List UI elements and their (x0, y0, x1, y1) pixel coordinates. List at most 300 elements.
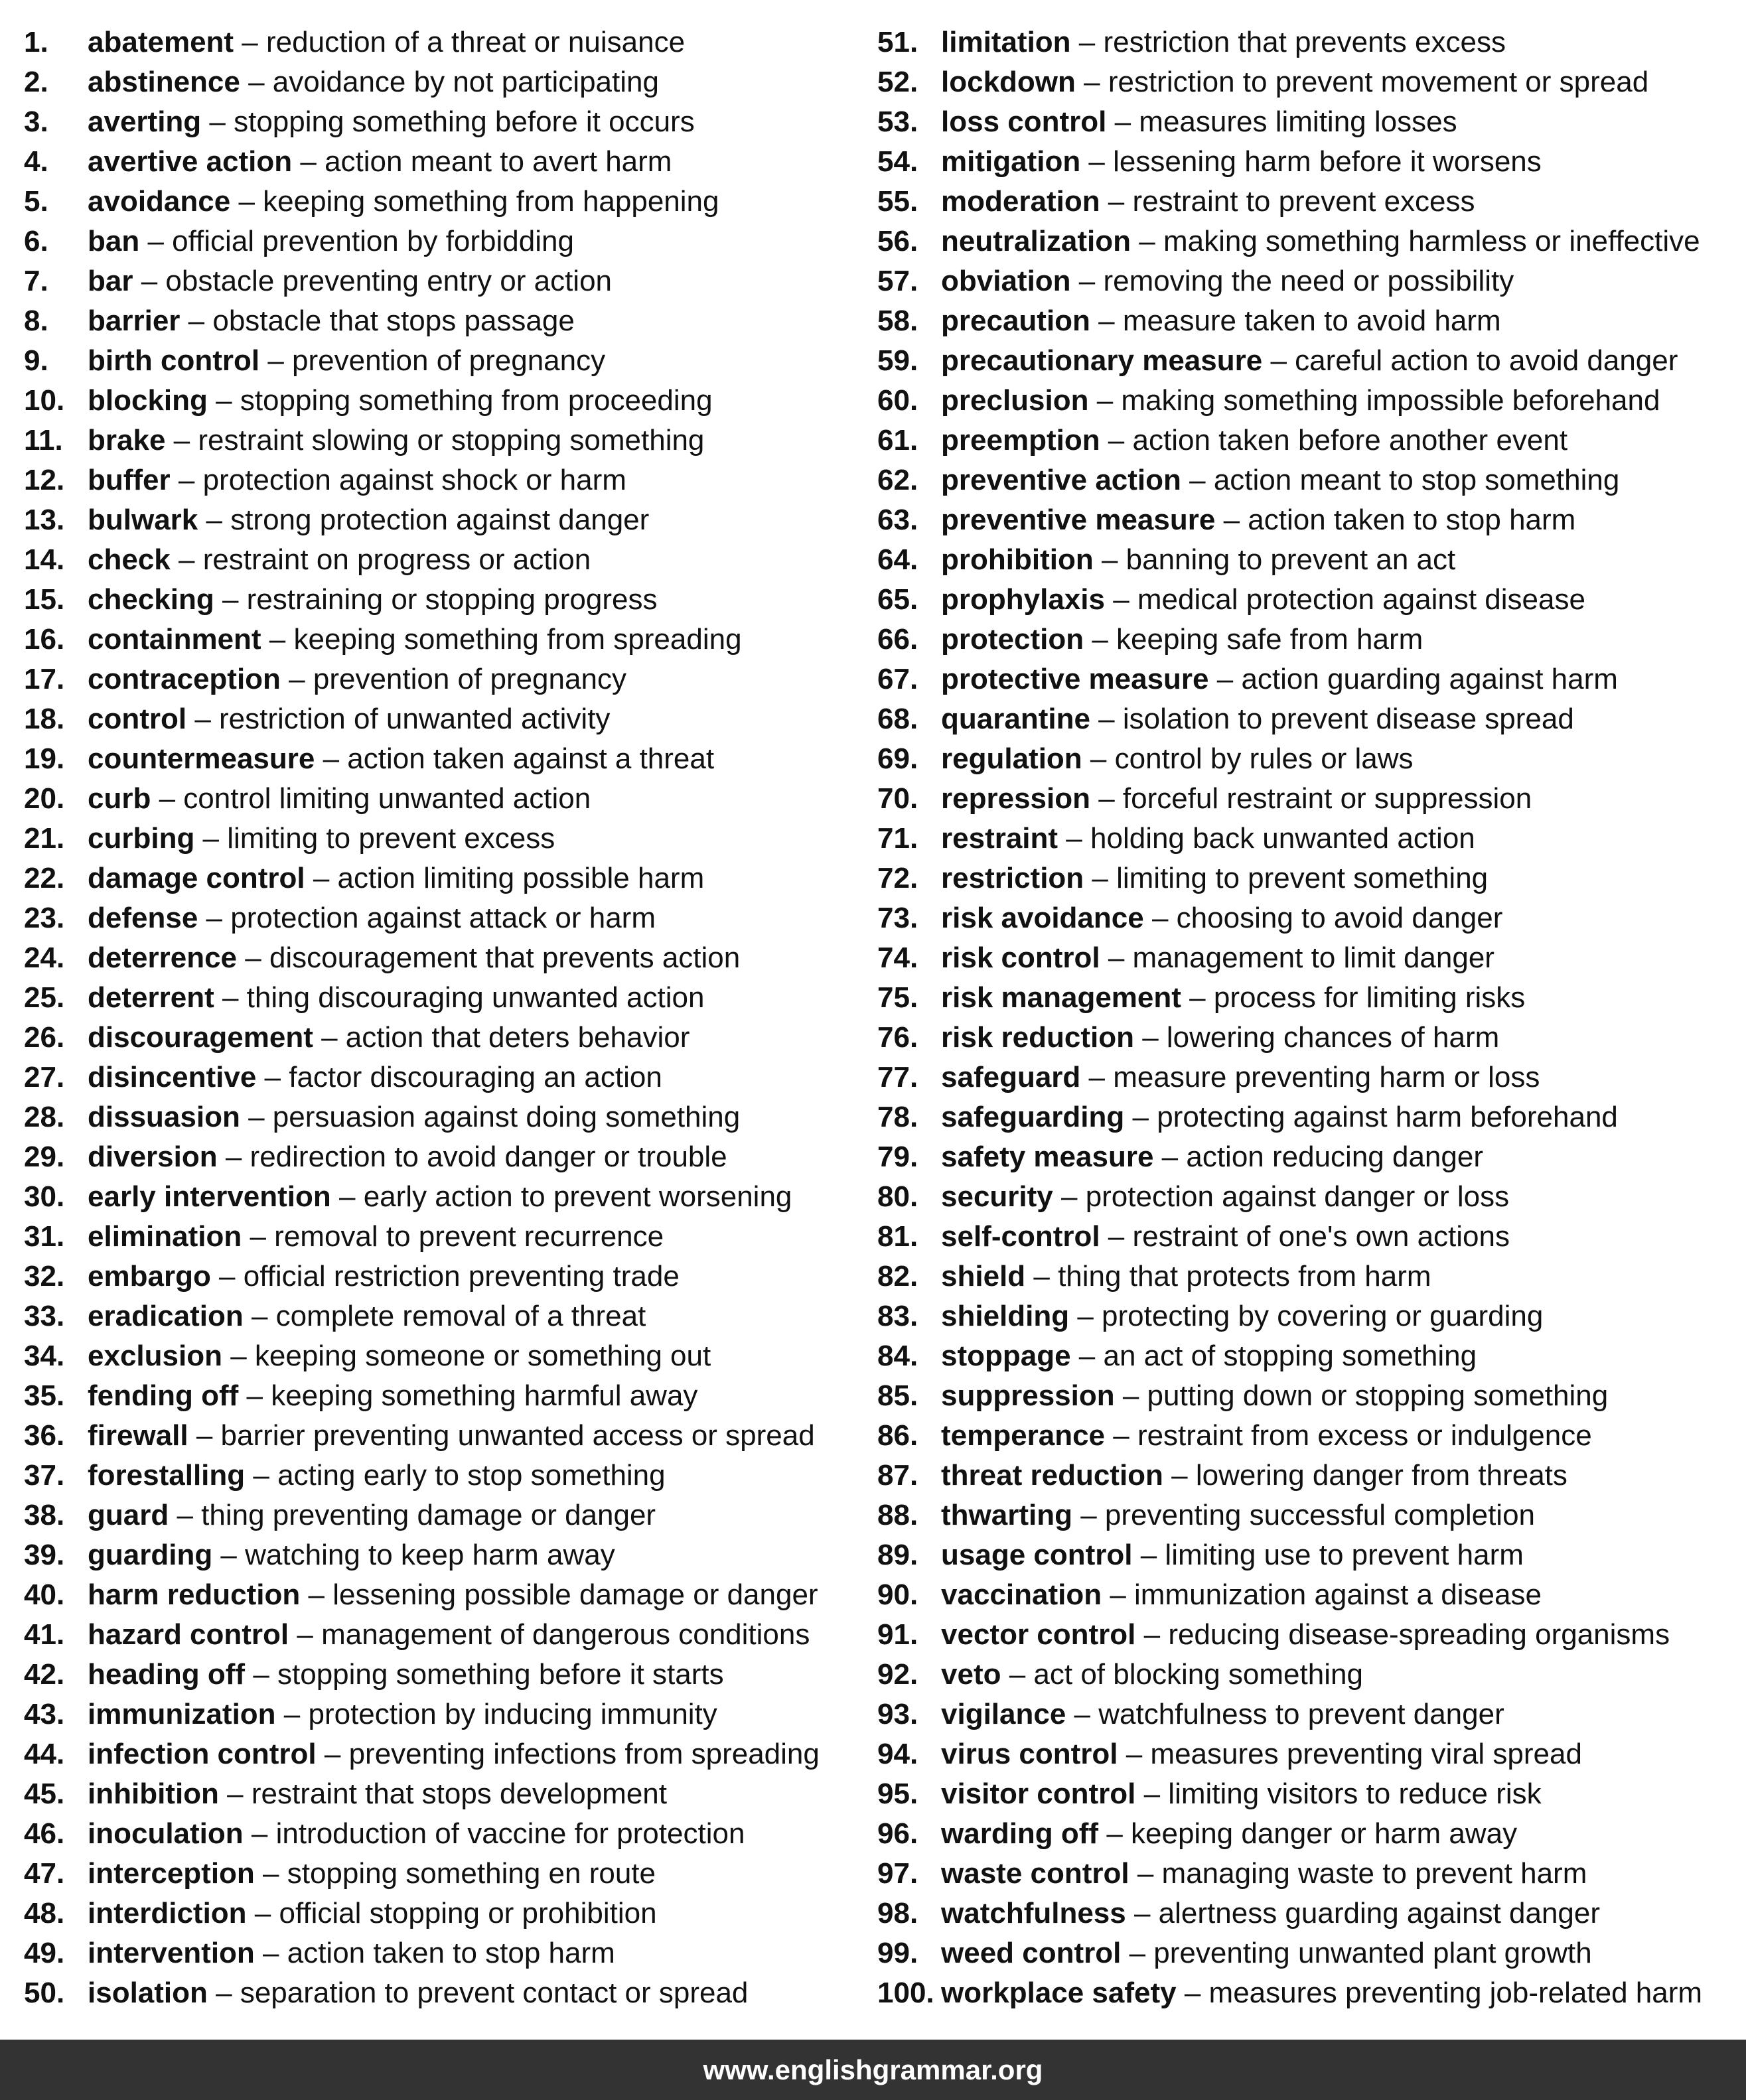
item-number: 69. (877, 742, 918, 775)
item-text (941, 819, 1475, 859)
item-text (941, 1814, 1517, 1854)
list-item (877, 1535, 1740, 1575)
item-definition: restraint that stops development (251, 1778, 667, 1810)
item-term: disincentive (88, 1061, 257, 1093)
item-text (88, 1456, 666, 1496)
list-item (24, 23, 847, 62)
item-number: 39. (24, 1539, 65, 1571)
list-item (24, 142, 847, 182)
item-text (88, 261, 612, 301)
list-item (24, 1177, 847, 1217)
item-definition: action taken to stop harm (287, 1937, 615, 1969)
item-text (88, 1097, 740, 1137)
list-item (877, 1575, 1740, 1615)
item-separator: – (275, 1698, 309, 1730)
item-definition: official prevention by forbidding (172, 225, 574, 257)
list-item (877, 1695, 1740, 1734)
list-item (24, 1018, 847, 1058)
item-number: 21. (24, 822, 65, 855)
item-separator: – (1104, 583, 1137, 616)
list-item (877, 1973, 1740, 2013)
item-term: avertive action (88, 145, 293, 178)
list-item (877, 859, 1740, 898)
item-text (941, 421, 1567, 460)
list-item (877, 1655, 1740, 1695)
item-separator: – (1090, 782, 1123, 815)
list-item (877, 1018, 1740, 1058)
item-number: 26. (24, 1021, 65, 1054)
item-definition: choosing to avoid danger (1176, 902, 1503, 934)
item-definition: process for limiting risks (1213, 981, 1526, 1014)
item-term: shield (941, 1260, 1026, 1293)
item-term: inhibition (88, 1778, 219, 1810)
item-text (941, 301, 1501, 341)
item-text (941, 1933, 1592, 1973)
item-term: blocking (88, 384, 208, 417)
item-definition: complete removal of a threat (275, 1300, 646, 1332)
item-definition: restraint on progress or action (202, 543, 591, 576)
item-number: 19. (24, 742, 65, 775)
item-number: 76. (877, 1021, 918, 1054)
item-definition: reducing disease-spreading organisms (1168, 1618, 1670, 1651)
item-term: ban (88, 225, 140, 257)
item-number: 7. (24, 265, 48, 297)
item-text (88, 182, 719, 222)
item-text (941, 580, 1585, 620)
list-item (877, 938, 1740, 978)
item-term: infection control (88, 1738, 317, 1770)
item-text (941, 1774, 1542, 1814)
item-definition: obstacle that stops passage (212, 305, 575, 337)
item-definition: restriction that prevents excess (1103, 26, 1506, 58)
item-number: 58. (877, 305, 918, 337)
item-separator: – (1084, 623, 1117, 656)
item-separator: – (1090, 703, 1123, 735)
list-item (24, 1058, 847, 1097)
list-item (877, 301, 1740, 341)
item-text (88, 1257, 680, 1296)
item-separator: – (1181, 464, 1214, 496)
item-definition: action taken to stop harm (1248, 504, 1576, 536)
item-separator: – (170, 464, 203, 496)
item-text (88, 580, 657, 620)
item-definition: prevention of pregnancy (292, 344, 606, 377)
item-term: protective measure (941, 663, 1209, 695)
list-item (24, 1615, 847, 1655)
item-term: deterrent (88, 981, 214, 1014)
item-term: workplace safety (941, 1977, 1177, 2009)
item-definition: acting early to stop something (277, 1459, 666, 1492)
item-separator: – (1132, 1539, 1165, 1571)
item-number: 23. (24, 902, 65, 934)
item-definition: factor discouraging an action (289, 1061, 662, 1093)
item-text (88, 1376, 697, 1416)
item-separator: – (1088, 384, 1122, 417)
item-separator: – (280, 663, 313, 695)
item-number: 56. (877, 225, 918, 257)
item-number: 89. (877, 1539, 918, 1571)
item-definition: avoidance by not participating (272, 66, 659, 98)
item-term: birth control (88, 344, 260, 377)
list-item (877, 460, 1740, 500)
item-definition: measures preventing viral spread (1150, 1738, 1582, 1770)
item-number: 34. (24, 1340, 65, 1372)
item-term: risk reduction (941, 1021, 1134, 1054)
item-term: neutralization (941, 225, 1131, 257)
item-number: 59. (877, 344, 918, 377)
item-term: inoculation (88, 1817, 244, 1850)
list-item (24, 1496, 847, 1535)
left-column-list (24, 23, 847, 2013)
item-separator: – (1181, 981, 1214, 1014)
item-text (88, 819, 555, 859)
item-term: veto (941, 1658, 1001, 1691)
item-text (941, 699, 1574, 739)
item-number: 81. (877, 1220, 918, 1253)
item-number: 100. (877, 1977, 934, 2009)
list-item (877, 421, 1740, 460)
list-item (24, 660, 847, 699)
item-separator: – (1075, 66, 1108, 98)
item-separator: – (1118, 1738, 1151, 1770)
list-item (877, 500, 1740, 540)
item-text (941, 23, 1506, 62)
item-definition: action meant to stop something (1213, 464, 1620, 496)
item-definition: protection against danger or loss (1085, 1180, 1510, 1213)
item-definition: discouragement that prevents action (269, 942, 741, 974)
list-item (24, 1416, 847, 1456)
item-definition: limiting to prevent excess (227, 822, 555, 855)
item-text (941, 1854, 1587, 1894)
list-item (877, 1416, 1740, 1456)
item-term: precautionary measure (941, 344, 1263, 377)
item-term: averting (88, 105, 202, 138)
item-text (941, 1257, 1431, 1296)
item-term: thwarting (941, 1499, 1072, 1531)
list-item (877, 1496, 1740, 1535)
item-text (941, 182, 1475, 222)
item-term: safeguarding (941, 1101, 1125, 1133)
item-separator: – (210, 1260, 244, 1293)
item-number: 6. (24, 225, 48, 257)
item-separator: – (201, 105, 234, 138)
item-definition: restriction to prevent movement or spread (1108, 66, 1649, 98)
item-text (941, 1894, 1600, 1933)
item-separator: – (1098, 1817, 1131, 1850)
item-definition: action taken before another event (1132, 424, 1568, 456)
item-number: 4. (24, 145, 48, 178)
item-term: guarding (88, 1539, 213, 1571)
item-text (941, 898, 1502, 938)
item-definition: official restriction preventing trade (243, 1260, 680, 1293)
item-term: regulation (941, 742, 1082, 775)
item-separator: – (151, 782, 184, 815)
item-text (941, 620, 1423, 660)
item-separator: – (1100, 942, 1133, 974)
item-term: obviation (941, 265, 1071, 297)
item-definition: measure preventing harm or loss (1113, 1061, 1540, 1093)
item-definition: limiting use to prevent harm (1165, 1539, 1524, 1571)
item-text (941, 1496, 1535, 1535)
item-separator: – (230, 185, 263, 218)
item-term: early intervention (88, 1180, 331, 1213)
item-definition: protection against shock or harm (202, 464, 626, 496)
item-separator: – (237, 942, 269, 974)
item-definition: making something impossible beforehand (1121, 384, 1660, 417)
item-term: repression (941, 782, 1090, 815)
item-separator: – (254, 1857, 287, 1890)
item-number: 99. (877, 1937, 918, 1969)
item-term: threat reduction (941, 1459, 1163, 1492)
item-number: 31. (24, 1220, 65, 1253)
item-number: 74. (877, 942, 918, 974)
item-number: 87. (877, 1459, 918, 1492)
item-separator: – (1080, 1061, 1114, 1093)
item-term: watchfulness (941, 1897, 1126, 1929)
item-definition: obstacle preventing entry or action (165, 265, 613, 297)
item-text (941, 1137, 1483, 1177)
item-number: 73. (877, 902, 918, 934)
item-definition: removing the need or possibility (1103, 265, 1514, 297)
item-definition: immunization against a disease (1134, 1578, 1542, 1611)
item-definition: protecting by covering or guarding (1102, 1300, 1544, 1332)
item-number: 68. (877, 703, 918, 735)
list-item (877, 1933, 1740, 1973)
item-term: mitigation (941, 145, 1081, 178)
list-item (877, 739, 1740, 779)
item-term: contraception (88, 663, 281, 695)
item-separator: – (1100, 424, 1133, 456)
item-number: 52. (877, 66, 918, 98)
list-item (877, 580, 1740, 620)
list-item (24, 1655, 847, 1695)
item-text (941, 1734, 1582, 1774)
item-text (941, 142, 1542, 182)
item-term: restriction (941, 862, 1084, 894)
item-text (88, 938, 740, 978)
item-text (88, 1933, 615, 1973)
footer-bar (0, 2040, 1746, 2100)
item-term: lockdown (941, 66, 1076, 98)
item-term: usage control (941, 1539, 1133, 1571)
item-text (88, 1854, 656, 1894)
item-separator: – (1093, 543, 1126, 576)
item-separator: – (1133, 1021, 1167, 1054)
item-text (941, 460, 1619, 500)
list-item (24, 938, 847, 978)
item-text (88, 460, 626, 500)
list-item (877, 1456, 1740, 1496)
item-separator: – (245, 1658, 278, 1691)
item-term: fending off (88, 1379, 239, 1412)
item-number: 79. (877, 1141, 918, 1173)
item-number: 55. (877, 185, 918, 218)
item-separator: – (289, 1618, 322, 1651)
item-term: warding off (941, 1817, 1099, 1850)
item-definition: stopping something before it starts (277, 1658, 724, 1691)
item-definition: introduction of vaccine for protection (275, 1817, 745, 1850)
list-item (877, 222, 1740, 261)
list-item (24, 222, 847, 261)
item-separator: – (1114, 1379, 1147, 1412)
item-separator: – (133, 265, 166, 297)
item-text (88, 1058, 662, 1097)
item-text (941, 1575, 1542, 1615)
item-definition: banning to prevent an act (1126, 543, 1456, 576)
item-separator: – (1070, 1340, 1104, 1372)
item-text (941, 1655, 1363, 1695)
list-item (24, 460, 847, 500)
item-separator: – (1100, 185, 1133, 218)
item-text (88, 1774, 667, 1814)
item-number: 67. (877, 663, 918, 695)
list-item (877, 1376, 1740, 1416)
item-definition: keeping someone or something out (254, 1340, 711, 1372)
item-text (88, 1018, 690, 1058)
item-term: hazard control (88, 1618, 289, 1651)
item-term: checking (88, 583, 214, 616)
item-definition: preventing infections from spreading (348, 1738, 820, 1770)
item-definition: limiting to prevent something (1116, 862, 1489, 894)
item-separator: – (1082, 742, 1115, 775)
item-text (88, 898, 656, 938)
list-item (877, 62, 1740, 102)
item-number: 78. (877, 1101, 918, 1133)
item-separator: – (218, 1778, 252, 1810)
item-text (88, 421, 704, 460)
item-separator: – (1208, 663, 1242, 695)
item-text (941, 1456, 1567, 1496)
item-term: preventive measure (941, 504, 1216, 536)
item-definition: stopping something from proceeding (240, 384, 713, 417)
item-separator: – (305, 862, 338, 894)
item-separator: – (313, 1021, 346, 1054)
list-item (24, 1933, 847, 1973)
list-item (24, 1257, 847, 1296)
item-separator: – (1121, 1937, 1154, 1969)
item-term: safeguard (941, 1061, 1081, 1093)
list-item (877, 341, 1740, 381)
list-item (24, 1695, 847, 1734)
item-term: interception (88, 1857, 255, 1890)
item-number: 90. (877, 1578, 918, 1611)
item-term: vaccination (941, 1578, 1102, 1611)
item-text (88, 1496, 656, 1535)
list-item (24, 859, 847, 898)
item-term: self-control (941, 1220, 1100, 1253)
item-term: discouragement (88, 1021, 313, 1054)
item-text (941, 222, 1700, 261)
item-separator: – (207, 384, 240, 417)
item-definition: putting down or stopping something (1147, 1379, 1609, 1412)
list-item (24, 421, 847, 460)
item-term: elimination (88, 1220, 242, 1253)
item-text (88, 1734, 820, 1774)
item-definition: early action to prevent worsening (363, 1180, 792, 1213)
item-separator: – (1163, 1459, 1196, 1492)
item-number: 37. (24, 1459, 65, 1492)
item-number: 51. (877, 26, 918, 58)
list-item (24, 1894, 847, 1933)
item-number: 43. (24, 1698, 65, 1730)
item-number: 38. (24, 1499, 65, 1531)
item-text (941, 1416, 1592, 1456)
item-number: 98. (877, 1897, 918, 1929)
item-text (88, 500, 649, 540)
item-separator: – (1129, 1857, 1162, 1890)
list-item (24, 898, 847, 938)
item-number: 75. (877, 981, 918, 1014)
item-definition: management to limit danger (1132, 942, 1494, 974)
item-text (88, 978, 704, 1018)
item-number: 94. (877, 1738, 918, 1770)
item-number: 93. (877, 1698, 918, 1730)
item-number: 49. (24, 1937, 65, 1969)
item-separator: – (1080, 145, 1114, 178)
item-separator: – (188, 1419, 221, 1452)
list-item (24, 1814, 847, 1854)
item-definition: restraining or stopping progress (246, 583, 658, 616)
list-item (24, 1137, 847, 1177)
item-number: 88. (877, 1499, 918, 1531)
list-item (877, 1177, 1740, 1217)
item-definition: action meant to avert harm (325, 145, 672, 178)
item-definition: restraint slowing or stopping something (198, 424, 705, 456)
item-separator: – (198, 504, 231, 536)
item-number: 8. (24, 305, 48, 337)
item-definition: preventing unwanted plant growth (1153, 1937, 1592, 1969)
item-term: bar (88, 265, 133, 297)
item-definition: careful action to avoid danger (1295, 344, 1678, 377)
item-term: check (88, 543, 171, 576)
item-definition: keeping something from happening (263, 185, 719, 218)
item-number: 91. (877, 1618, 918, 1651)
item-separator: – (194, 822, 228, 855)
item-separator: – (261, 623, 294, 656)
item-definition: managing waste to prevent harm (1161, 1857, 1587, 1890)
list-item (24, 1097, 847, 1137)
item-separator: – (1001, 1658, 1034, 1691)
item-definition: control by rules or laws (1114, 742, 1414, 775)
list-item (877, 1854, 1740, 1894)
item-term: control (88, 703, 187, 735)
item-definition: action that deters behavior (345, 1021, 690, 1054)
item-number: 85. (877, 1379, 918, 1412)
item-text (941, 1615, 1670, 1655)
item-definition: strong protection against danger (230, 504, 650, 536)
list-item (24, 1217, 847, 1257)
item-number: 86. (877, 1419, 918, 1452)
list-item (24, 1535, 847, 1575)
item-separator: – (1215, 504, 1248, 536)
item-term: interdiction (88, 1897, 247, 1929)
item-number: 95. (877, 1778, 918, 1810)
list-item (877, 1615, 1740, 1655)
item-separator: – (1025, 1260, 1058, 1293)
item-number: 42. (24, 1658, 65, 1691)
item-definition: management of dangerous conditions (321, 1618, 810, 1651)
item-number: 45. (24, 1778, 65, 1810)
item-term: restraint (941, 822, 1058, 855)
item-definition: act of blocking something (1033, 1658, 1363, 1691)
item-term: avoidance (88, 185, 231, 218)
item-number: 92. (877, 1658, 918, 1691)
item-separator: – (212, 1539, 246, 1571)
list-item (24, 62, 847, 102)
item-number: 50. (24, 1977, 65, 2009)
item-text (88, 1575, 818, 1615)
item-text (88, 660, 626, 699)
